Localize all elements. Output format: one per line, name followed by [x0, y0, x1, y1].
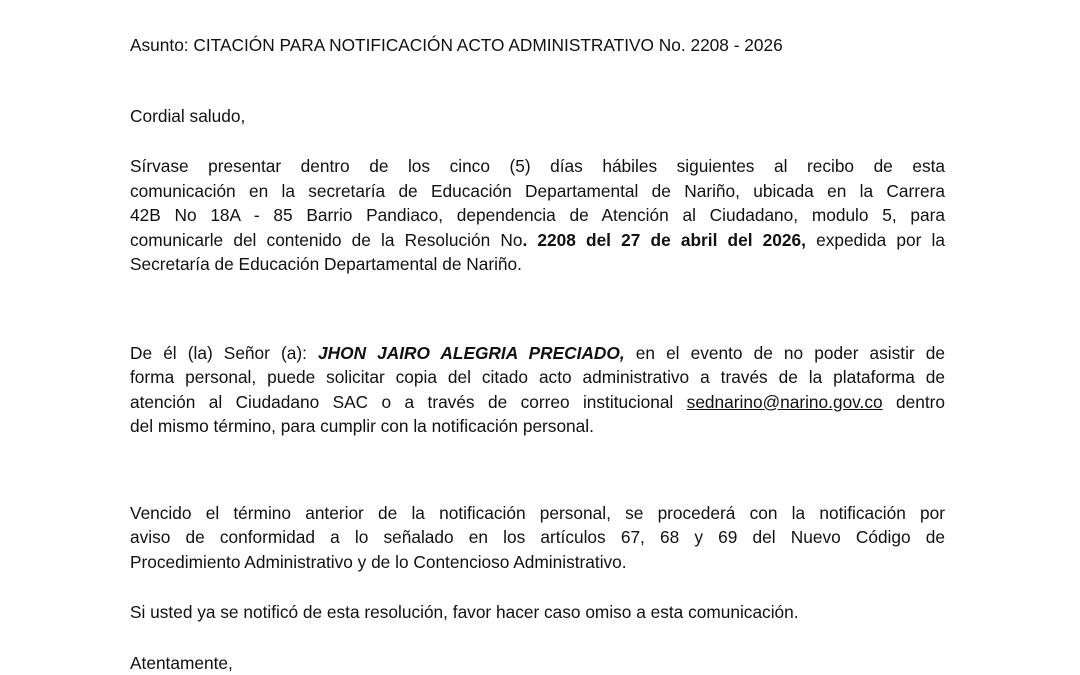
paragraph-line: del mismo término, para cumplir con la notificación personal. [130, 416, 594, 436]
subject-line: Asunto: CITACIÓN PARA NOTIFICACIÓN ACTO ADMINISTRATIVO No. 2208 - 2026 [130, 35, 783, 55]
text-segment: dentro [882, 391, 945, 412]
paragraph-line: Vencido el término anterior de la notificación personal, se procederá con la notificación por [130, 502, 945, 523]
resolution-reference: . 2208 del 27 de abril del 2026, [522, 229, 806, 250]
closing: Atentamente, [130, 652, 233, 673]
paragraph-line: comunicación en la secretaría de Educación Departamental de Nariño, ubicada en la Carrera [130, 180, 945, 201]
paragraph-citation [130, 154, 945, 277]
paragraph-line: Sírvase presentar dentro de los cinco (5) días hábiles siguientes al recibo de esta [130, 156, 945, 176]
paragraph-line [130, 341, 945, 366]
text-segment: comunicarle del contenido de la Resolución No [130, 229, 523, 250]
email-link[interactable]: sednarino@narino.gov.co [686, 391, 883, 412]
text-segment: en el evento de no poder asistir de [624, 342, 945, 363]
paragraph-line [130, 390, 945, 415]
paragraph-line: aviso de conformidad a lo señalado en los artículos 67, 68 y 69 del Nuevo Código de [130, 527, 945, 547]
paragraph-recipient [130, 341, 945, 439]
paragraph-notice [130, 501, 945, 575]
paragraph-line [130, 228, 945, 253]
paragraph-line: Procedimiento Administrativo y de lo Contencioso Administrativo. [130, 551, 627, 572]
text-segment: atención al Ciudadano SAC o a través de correo institucional [130, 391, 687, 412]
paragraph-line: forma personal, puede solicitar copia del citado acto administrativo a través de la plataforma de [130, 367, 945, 387]
paragraph-line: 42B No 18A - 85 Barrio Pandiaco, dependencia de Atención al Ciudadano, modulo 5, para [130, 205, 945, 225]
greeting: Cordial saludo, [130, 105, 246, 126]
text-segment: De él (la) Señor (a): [130, 342, 319, 363]
text-segment: expedida por la [805, 229, 945, 250]
paragraph-disregard: Si usted ya se notificó de esta resolución, favor hacer caso omiso a esta comunicación. [130, 602, 799, 622]
paragraph-line: Secretaría de Educación Departamental de Nariño. [130, 254, 522, 274]
recipient-name: JHON JAIRO ALEGRIA PRECIADO, [318, 342, 625, 363]
letter-body [130, 33, 945, 675]
